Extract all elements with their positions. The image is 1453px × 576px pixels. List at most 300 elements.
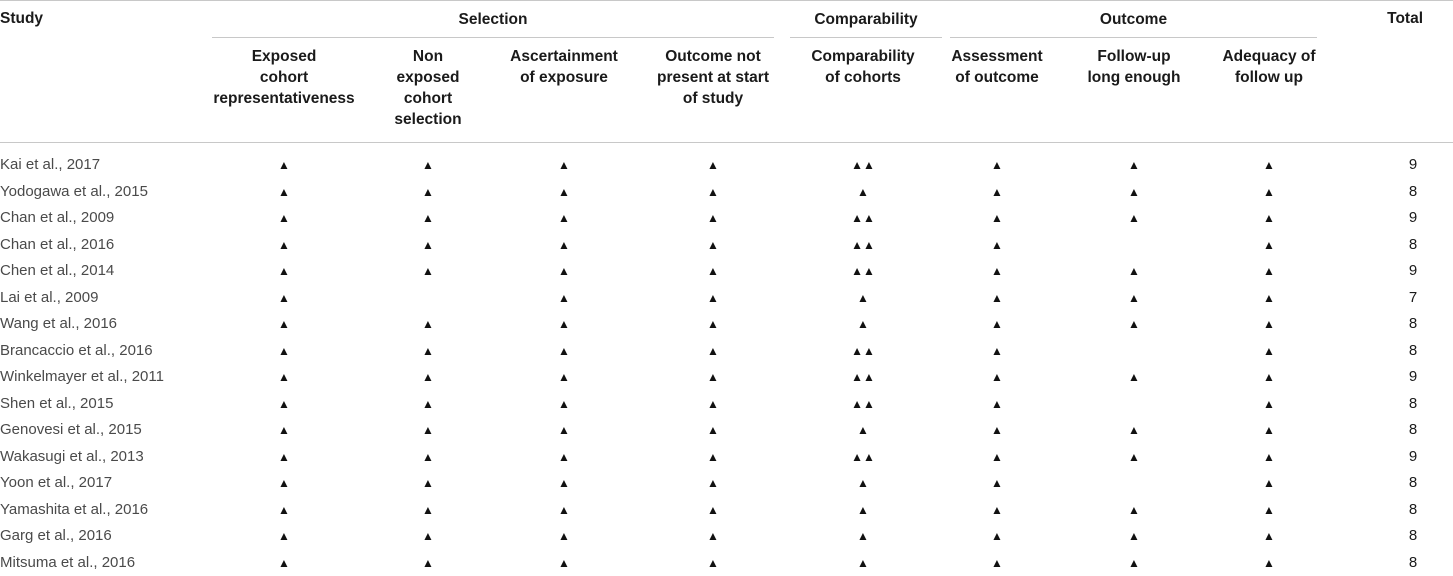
rating-cell	[244, 523, 324, 549]
star-icon: ▲▲	[851, 237, 875, 252]
rating-cell	[823, 232, 903, 258]
total-score: 8	[1408, 341, 1418, 359]
rating-cell	[1094, 311, 1174, 337]
total-score: 9	[1408, 447, 1418, 465]
total-score: 8	[1408, 421, 1418, 438]
star-icon: ▲	[991, 476, 1003, 490]
rating-cell	[524, 523, 604, 549]
star-icon: ▲	[857, 317, 869, 331]
rating-cell	[1229, 391, 1309, 417]
star-icon: ▲	[1263, 290, 1275, 305]
table-row	[0, 364, 1453, 390]
rating-cell	[244, 152, 324, 178]
star-icon: ▲	[991, 184, 1003, 199]
rating-cell	[957, 550, 1037, 576]
star-icon: ▲	[1263, 158, 1275, 172]
star-icon: ▲	[991, 290, 1003, 305]
column-header: Comparability of cohorts	[811, 48, 915, 86]
rating-cell	[524, 338, 604, 364]
rating-cell	[244, 232, 324, 258]
study-name: Garg et al., 2016	[0, 527, 112, 544]
star-icon: ▲	[422, 158, 434, 172]
rating-cell	[673, 417, 753, 443]
star-icon: ▲	[278, 317, 290, 331]
rating-cell	[823, 179, 903, 205]
study-name: Brancaccio et al., 2016	[0, 341, 153, 359]
star-icon: ▲	[278, 370, 290, 384]
top-rule	[0, 0, 1453, 1]
star-icon: ▲	[278, 343, 290, 358]
star-icon: ▲	[422, 502, 434, 517]
rating-cell	[1229, 152, 1309, 178]
rating-cell	[673, 179, 753, 205]
star-icon: ▲▲	[851, 449, 875, 464]
star-icon: ▲	[707, 476, 719, 490]
group-outcome: Outcome	[1099, 11, 1168, 28]
star-icon: ▲	[1263, 449, 1275, 464]
rating-cell	[388, 470, 468, 496]
table-row	[0, 205, 1453, 231]
star-icon: ▲	[707, 555, 719, 570]
group-rule-comparability	[790, 37, 942, 38]
rating-cell	[823, 417, 903, 443]
rating-cell	[957, 470, 1037, 496]
rating-cell	[388, 391, 468, 417]
star-icon: ▲	[857, 290, 869, 305]
table-row	[0, 444, 1453, 470]
star-icon: ▲	[422, 396, 434, 411]
star-icon: ▲	[422, 237, 434, 252]
rating-cell	[524, 285, 604, 311]
star-icon: ▲▲	[851, 396, 875, 411]
rating-cell	[388, 179, 468, 205]
rating-cell	[673, 497, 753, 523]
rating-cell	[244, 179, 324, 205]
rating-cell	[524, 364, 604, 390]
rating-cell	[524, 179, 604, 205]
star-icon: ▲	[558, 211, 570, 225]
star-icon: ▲	[1128, 502, 1140, 517]
rating-cell	[957, 285, 1037, 311]
rating-cell	[1229, 205, 1309, 231]
rating-cell	[957, 338, 1037, 364]
rating-cell	[524, 205, 604, 231]
rating-cell	[823, 364, 903, 390]
rating-cell	[957, 179, 1037, 205]
rating-cell	[244, 311, 324, 337]
rating-cell	[673, 205, 753, 231]
rating-cell	[957, 232, 1037, 258]
star-icon: ▲	[278, 158, 290, 172]
rating-cell	[244, 391, 324, 417]
rating-cell	[1229, 258, 1309, 284]
rating-cell	[388, 311, 468, 337]
column-header: Assessment of outcome	[951, 48, 1043, 86]
total-score: 8	[1408, 235, 1418, 253]
star-icon: ▲	[1263, 502, 1275, 517]
rating-cell	[524, 550, 604, 576]
rating-cell	[524, 258, 604, 284]
star-icon: ▲	[1263, 396, 1275, 411]
star-icon: ▲	[991, 158, 1003, 172]
group-rule-selection	[212, 37, 774, 38]
star-icon: ▲	[558, 264, 570, 278]
study-name: Kai et al., 2017	[0, 156, 101, 173]
study-name: Chan et al., 2016	[0, 235, 115, 253]
star-icon: ▲	[1263, 211, 1275, 225]
star-icon: ▲▲	[851, 370, 875, 384]
rating-cell	[957, 391, 1037, 417]
star-icon: ▲	[422, 317, 434, 331]
rating-cell	[388, 497, 468, 523]
star-icon: ▲	[422, 184, 434, 199]
star-icon: ▲	[1128, 423, 1140, 437]
group-selection: Selection	[458, 11, 528, 28]
total-score: 8	[1408, 474, 1418, 491]
star-icon: ▲	[278, 502, 290, 517]
column-header: Outcome not present at start of study	[657, 48, 769, 107]
rating-cell	[823, 550, 903, 576]
study-name: Winkelmayer et al., 2011	[0, 368, 164, 385]
rating-cell	[1229, 444, 1309, 470]
rating-cell	[244, 285, 324, 311]
star-icon: ▲	[422, 449, 434, 464]
rating-cell	[524, 232, 604, 258]
rating-cell	[957, 497, 1037, 523]
rating-cell	[244, 258, 324, 284]
star-icon: ▲	[278, 529, 290, 543]
star-icon: ▲	[422, 211, 434, 225]
star-icon: ▲	[707, 184, 719, 199]
star-icon: ▲	[1128, 158, 1140, 172]
star-icon: ▲	[707, 396, 719, 411]
rating-cell	[1094, 285, 1174, 311]
rating-cell	[524, 470, 604, 496]
table-row	[0, 179, 1453, 205]
rating-cell	[957, 444, 1037, 470]
header-rule	[0, 142, 1453, 143]
rating-cell	[1229, 285, 1309, 311]
table-row	[0, 258, 1453, 284]
table-row	[0, 497, 1453, 523]
star-icon: ▲	[991, 502, 1003, 517]
rating-cell	[388, 205, 468, 231]
star-icon: ▲	[991, 211, 1003, 225]
rating-cell	[957, 311, 1037, 337]
rating-cell	[388, 550, 468, 576]
star-icon: ▲	[857, 529, 869, 543]
study-name: Wakasugi et al., 2013	[0, 447, 144, 465]
star-icon: ▲	[422, 264, 434, 278]
rating-cell	[823, 285, 903, 311]
rating-cell	[823, 205, 903, 231]
rating-cell	[1229, 417, 1309, 443]
star-icon: ▲	[857, 184, 869, 199]
rating-cell	[673, 285, 753, 311]
rating-cell	[673, 364, 753, 390]
table-row	[0, 338, 1453, 364]
rating-cell	[1229, 550, 1309, 576]
rating-cell	[388, 338, 468, 364]
star-icon: ▲	[1263, 264, 1275, 278]
rating-cell	[1094, 258, 1174, 284]
rating-cell	[957, 205, 1037, 231]
rating-cell	[1094, 364, 1174, 390]
star-icon: ▲	[558, 423, 570, 437]
table-row	[0, 391, 1453, 417]
star-icon: ▲	[707, 423, 719, 437]
rating-cell	[673, 444, 753, 470]
star-icon: ▲	[1263, 529, 1275, 543]
rating-cell	[1094, 497, 1174, 523]
star-icon: ▲	[278, 396, 290, 411]
star-icon: ▲	[1263, 343, 1275, 358]
rating-cell	[524, 391, 604, 417]
star-icon: ▲▲	[851, 158, 875, 172]
rating-cell	[957, 152, 1037, 178]
star-icon: ▲	[1263, 370, 1275, 384]
star-icon: ▲	[857, 555, 869, 570]
rating-cell	[823, 391, 903, 417]
rating-cell	[524, 444, 604, 470]
rating-cell	[957, 364, 1037, 390]
rating-cell	[388, 364, 468, 390]
rating-cell	[1094, 179, 1174, 205]
rating-cell	[823, 444, 903, 470]
rating-cell	[673, 523, 753, 549]
star-icon: ▲	[278, 290, 290, 305]
star-icon: ▲	[1263, 476, 1275, 490]
column-header: Follow-up long enough	[1087, 48, 1181, 86]
star-icon: ▲	[558, 449, 570, 464]
rating-cell	[244, 444, 324, 470]
star-icon: ▲	[1128, 290, 1140, 305]
star-icon: ▲	[278, 423, 290, 437]
column-header: Adequacy of follow up	[1222, 48, 1316, 86]
star-icon: ▲	[991, 264, 1003, 278]
star-icon: ▲	[707, 211, 719, 225]
rating-cell	[673, 391, 753, 417]
star-icon: ▲	[991, 343, 1003, 358]
rating-cell	[388, 152, 468, 178]
table-row	[0, 470, 1453, 496]
study-name: Yodogawa et al., 2015	[0, 182, 148, 200]
star-icon: ▲	[991, 370, 1003, 384]
rating-cell	[1229, 311, 1309, 337]
rating-cell	[244, 338, 324, 364]
star-icon: ▲	[1128, 184, 1140, 199]
star-icon: ▲	[1263, 317, 1275, 331]
star-icon: ▲	[278, 555, 290, 570]
rating-cell	[1094, 444, 1174, 470]
rating-cell	[244, 497, 324, 523]
star-icon: ▲	[1128, 529, 1140, 543]
rating-cell	[823, 311, 903, 337]
rating-cell	[823, 497, 903, 523]
table-row	[0, 311, 1453, 337]
study-name: Wang et al., 2016	[0, 315, 118, 332]
rating-cell	[524, 417, 604, 443]
table-row	[0, 232, 1453, 258]
study-name: Genovesi et al., 2015	[0, 421, 142, 438]
rating-cell	[957, 417, 1037, 443]
star-icon: ▲	[422, 423, 434, 437]
study-name: Chan et al., 2009	[0, 209, 115, 226]
total-score: 9	[1408, 368, 1418, 385]
star-icon: ▲	[1263, 184, 1275, 199]
star-icon: ▲	[707, 449, 719, 464]
star-icon: ▲▲	[851, 343, 875, 358]
star-icon: ▲	[558, 529, 570, 543]
column-header: Ascertainment of exposure	[510, 48, 618, 86]
rating-cell	[244, 550, 324, 576]
star-icon: ▲	[991, 317, 1003, 331]
rating-cell	[673, 232, 753, 258]
star-icon: ▲	[558, 476, 570, 490]
total-score: 8	[1408, 182, 1418, 200]
study-name: Yoon et al., 2017	[0, 474, 113, 491]
rating-cell	[957, 523, 1037, 549]
rating-cell	[388, 523, 468, 549]
rating-cell	[388, 444, 468, 470]
total-score: 8	[1408, 315, 1418, 332]
star-icon: ▲	[991, 423, 1003, 437]
rating-cell	[524, 497, 604, 523]
rating-cell	[823, 523, 903, 549]
rating-cell	[1094, 417, 1174, 443]
rating-cell	[524, 152, 604, 178]
star-icon: ▲	[558, 370, 570, 384]
table-row	[0, 417, 1453, 443]
study-name: Shen et al., 2015	[0, 394, 114, 412]
header-total: Total	[1387, 10, 1423, 27]
rating-cell	[1229, 523, 1309, 549]
star-icon: ▲	[991, 396, 1003, 411]
column-header: Exposed cohort representativeness	[213, 48, 355, 107]
header-study: Study	[0, 10, 44, 27]
rating-cell	[244, 364, 324, 390]
star-icon: ▲	[422, 555, 434, 570]
star-icon: ▲	[707, 237, 719, 252]
star-icon: ▲	[278, 449, 290, 464]
star-icon: ▲	[1263, 555, 1275, 570]
rating-cell	[244, 470, 324, 496]
star-icon: ▲	[707, 264, 719, 278]
star-icon: ▲	[558, 555, 570, 570]
total-score: 9	[1408, 262, 1418, 279]
star-icon: ▲▲	[851, 211, 875, 225]
rating-cell	[1094, 523, 1174, 549]
star-icon: ▲	[991, 237, 1003, 252]
star-icon: ▲	[1128, 211, 1140, 225]
rating-cell	[823, 258, 903, 284]
star-icon: ▲	[707, 370, 719, 384]
study-name: Chen et al., 2014	[0, 262, 115, 279]
rating-cell	[673, 311, 753, 337]
rating-cell	[1094, 152, 1174, 178]
star-icon: ▲	[558, 237, 570, 252]
total-score: 9	[1408, 156, 1418, 173]
star-icon: ▲	[707, 343, 719, 358]
star-icon: ▲	[278, 237, 290, 252]
star-icon: ▲	[1263, 237, 1275, 252]
star-icon: ▲	[1128, 449, 1140, 464]
star-icon: ▲	[991, 449, 1003, 464]
rating-cell	[1229, 470, 1309, 496]
star-icon: ▲	[422, 370, 434, 384]
star-icon: ▲	[857, 423, 869, 437]
star-icon: ▲	[422, 529, 434, 543]
rating-cell	[673, 550, 753, 576]
rating-cell	[1094, 550, 1174, 576]
star-icon: ▲	[1128, 370, 1140, 384]
star-icon: ▲	[278, 184, 290, 199]
star-icon: ▲▲	[851, 264, 875, 278]
table-row	[0, 550, 1453, 576]
study-name: Mitsuma et al., 2016	[0, 553, 136, 571]
group-rule-outcome	[950, 37, 1317, 38]
star-icon: ▲	[1128, 555, 1140, 570]
star-icon: ▲	[707, 290, 719, 305]
star-icon: ▲	[857, 502, 869, 517]
star-icon: ▲	[558, 396, 570, 411]
star-icon: ▲	[991, 555, 1003, 570]
total-score: 8	[1408, 527, 1418, 544]
star-icon: ▲	[558, 158, 570, 172]
star-icon: ▲	[707, 158, 719, 172]
rating-cell	[1229, 338, 1309, 364]
rating-cell	[1229, 364, 1309, 390]
table-row	[0, 285, 1453, 311]
star-icon: ▲	[558, 290, 570, 305]
star-icon: ▲	[278, 264, 290, 278]
rating-cell	[673, 152, 753, 178]
star-icon: ▲	[422, 476, 434, 490]
total-score: 7	[1408, 288, 1418, 306]
rating-cell	[244, 417, 324, 443]
column-header: Non exposed cohort selection	[394, 48, 462, 128]
rating-cell	[823, 152, 903, 178]
star-icon: ▲	[558, 317, 570, 331]
star-icon: ▲	[422, 343, 434, 358]
star-icon: ▲	[1263, 423, 1275, 437]
star-icon: ▲	[707, 502, 719, 517]
rating-cell	[388, 232, 468, 258]
star-icon: ▲	[707, 317, 719, 331]
star-icon: ▲	[558, 343, 570, 358]
star-icon: ▲	[278, 476, 290, 490]
rating-cell	[244, 205, 324, 231]
rating-cell	[823, 470, 903, 496]
rating-cell	[1229, 232, 1309, 258]
rating-cell	[673, 470, 753, 496]
total-score: 8	[1408, 394, 1418, 412]
star-icon: ▲	[1128, 264, 1140, 278]
rating-cell	[673, 338, 753, 364]
study-name: Lai et al., 2009	[0, 288, 99, 306]
total-score: 8	[1408, 553, 1418, 571]
star-icon: ▲	[1128, 317, 1140, 331]
table-row	[0, 523, 1453, 549]
total-score: 9	[1408, 209, 1418, 226]
total-score: 8	[1408, 500, 1418, 518]
rating-cell	[957, 258, 1037, 284]
rating-cell	[388, 417, 468, 443]
group-comparability: Comparability	[814, 11, 918, 28]
rating-cell	[1229, 497, 1309, 523]
rating-cell	[673, 258, 753, 284]
star-icon: ▲	[857, 476, 869, 490]
